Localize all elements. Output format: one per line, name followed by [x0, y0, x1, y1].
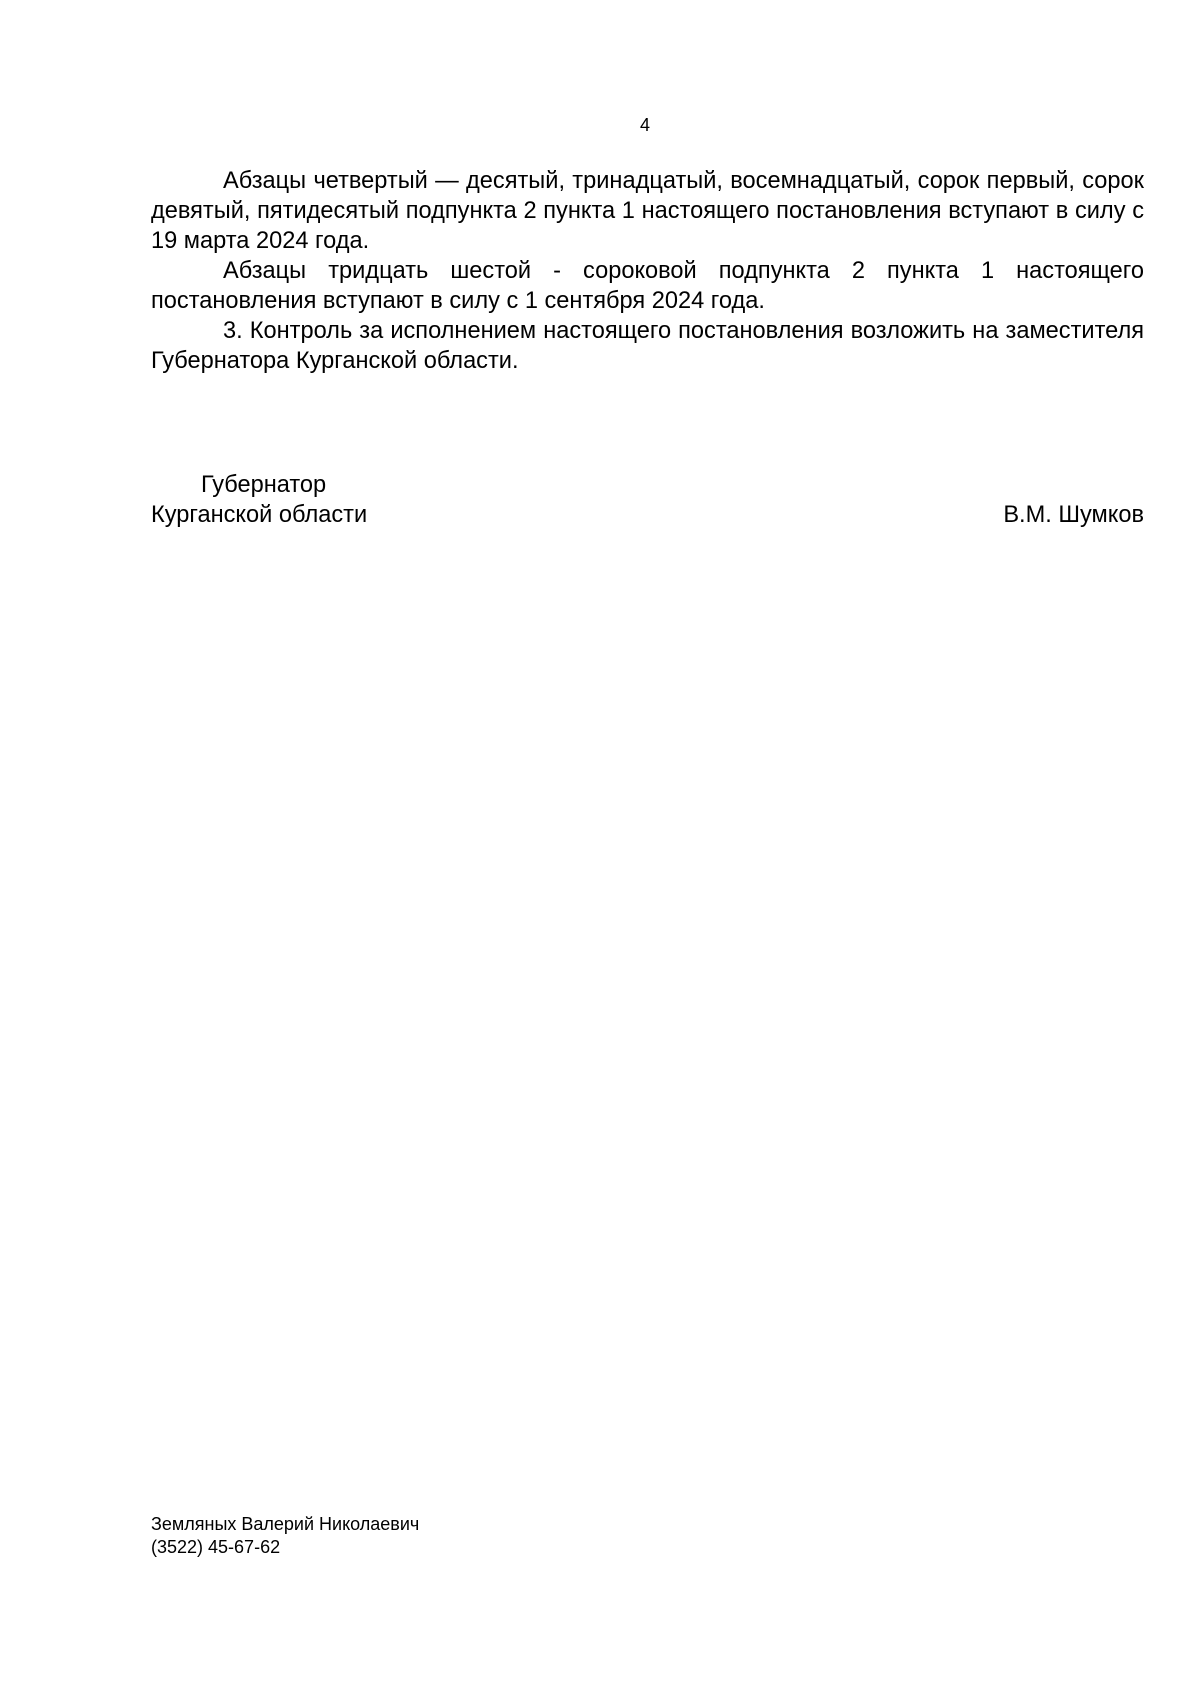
paragraph-control-clause: 3. Контроль за исполнением настоящего постановления возложить на заместителя Губернатора Курганской области.	[151, 318, 1144, 374]
executor-phone: (3522) 45-67-62	[151, 1537, 281, 1557]
paragraph-effective-date-march: Абзацы четвертый — десятый, тринадцатый, восемнадцатый, сорок первый, сорок девятый, пятидесятый подпункта 2 пункта 1 настоящего постановления вступают в силу с 19 марта 2024 года.	[151, 168, 1144, 254]
paragraph-effective-date-september: Абзацы тридцать шестой - сороковой подпункта 2 пункта 1 настоящего постановления вступают в силу с 1 сентября 2024 года.	[151, 258, 1144, 314]
signatory-position-region: Курганской области	[151, 502, 368, 528]
page-number: 4	[639, 115, 650, 135]
executor-contact	[151, 1513, 419, 1559]
document-body	[151, 166, 1144, 376]
signatory-name: В.М. Шумков	[1003, 502, 1144, 528]
signature-block	[151, 470, 1144, 530]
signatory-position-title: Губернатор	[201, 472, 327, 498]
executor-name: Земляных Валерий Николаевич	[151, 1514, 420, 1534]
signature-row	[151, 500, 1144, 530]
